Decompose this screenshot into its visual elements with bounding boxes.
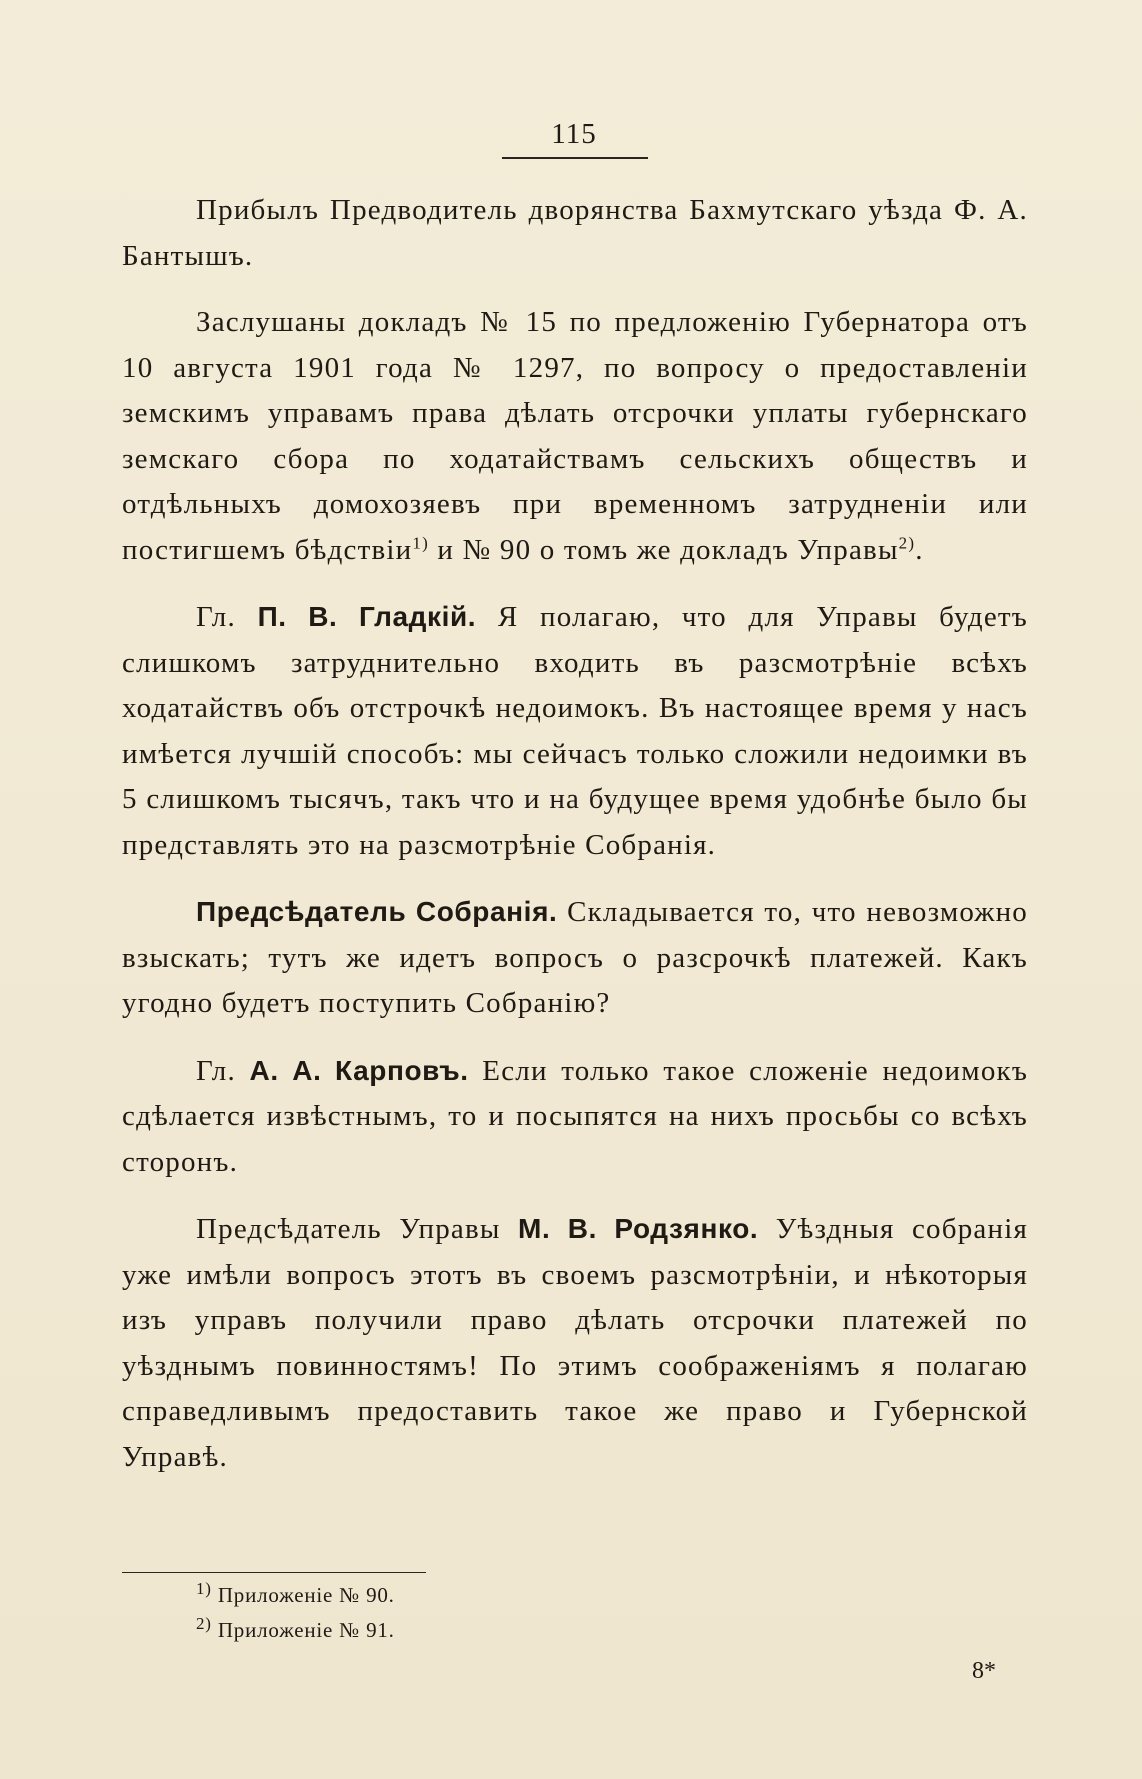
paragraph-karpov — [122, 1048, 1028, 1186]
speaker-prefix: Гл. — [196, 601, 236, 633]
speaker-prefix: Гл. — [196, 1054, 236, 1087]
speech-text: Уѣздныя собранія уже имѣли вопросъ этотъ въ своемъ разсмотрѣніи, и нѣкоторыя изъ управъ получили право дѣлать отсрочки платежей по уѣзднымъ повинностямъ! По этимъ соображеніямъ я полагаю справедливымъ предоставить такое же право и Губернской Управѣ. — [122, 1213, 1029, 1473]
body-text — [122, 188, 1028, 1480]
footnote-1 — [196, 1578, 696, 1613]
footnote-2 — [196, 1613, 696, 1648]
footnote-mark: 2) — [196, 1614, 212, 1633]
footnote-text: Приложеніе № 91. — [217, 1618, 395, 1642]
footnote-mark: 1) — [196, 1579, 212, 1598]
speech-text: Если только такое сложеніе недоимокъ сдѣлается извѣстнымъ, то и посыпятся на нихъ просьбы со всѣхъ сторонъ. — [122, 1054, 1029, 1178]
footnote-ref-1: 1) — [412, 532, 429, 552]
speech-text: Я полагаю, что для Управы будетъ слишкомъ затруднительно входить въ разсмотрѣніе всѣхъ ходатайствъ объ отстрочкѣ недоимокъ. Въ настоящее время у насъ имѣется лучшій способъ: мы сейчасъ только сложили недоимки въ 5 слишкомъ тысячъ, такъ что и на будущее время удобнѣе было бы представлять это на разсмотрѣніе Собранія. — [122, 601, 1028, 861]
page-number: 115 — [551, 118, 597, 150]
speaker-name: М. В. Родзянко. — [518, 1213, 759, 1244]
hearing-text-1: Заслушаны докладъ № 15 по предложенію Губернатора отъ 10 августа 1901 года № 1297, по вопросу о предоставленіи земскимъ управамъ права дѣлать отсрочки уплаты губернскаго земскаго сбора по ходатайствамъ сельскихъ обществъ и отдѣльныхъ домохозяевъ при временномъ затрудненіи или постигшемъ бѣдствіи — [122, 306, 1028, 566]
hearing-text-2: и № 90 о томъ же докладъ Управы — [428, 533, 899, 566]
signature-mark: 8* — [972, 1658, 996, 1684]
paragraph-arrival: Прибылъ Предводитель дворянства Бахмутскаго уѣзда Ф. А. Бантышъ. — [122, 194, 1028, 272]
paragraph-rodzyanko — [122, 1206, 1028, 1480]
speaker-prefix: Предсѣдатель Управы — [196, 1213, 501, 1245]
header-rule — [502, 157, 648, 159]
footnote-text: Приложеніе № 90. — [217, 1583, 395, 1607]
footnotes — [196, 1578, 696, 1648]
footnote-ref-2: 2) — [898, 532, 916, 552]
paragraph-gladkiy — [122, 594, 1028, 868]
paragraph-chairman — [122, 889, 1028, 1027]
speaker-name: Предсѣдатель Собранія. — [196, 896, 558, 927]
speaker-name: А. А. Карповъ. — [249, 1054, 469, 1086]
hearing-text-3: . — [915, 533, 924, 566]
speaker-name: П. В. Гладкій. — [257, 601, 477, 632]
paragraph-hearing — [122, 300, 1028, 573]
speech-text: Складывается то, что невозможно взыскать; тутъ же идетъ вопросъ о разсрочкѣ платежей. Какъ угодно будетъ поступить Собранію? — [122, 896, 1028, 1019]
footnote-rule — [122, 1572, 426, 1573]
